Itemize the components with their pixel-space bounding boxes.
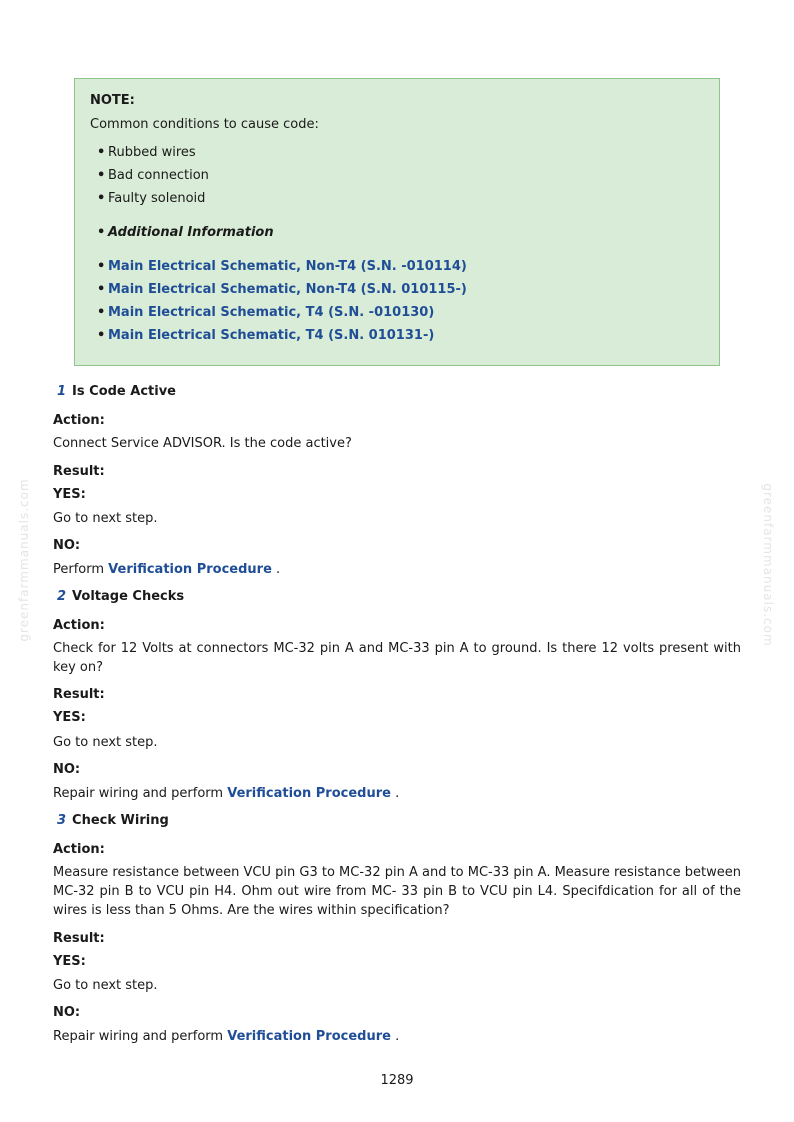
action-text: Measure resistance between VCU pin G3 to MC-32 pin A and to MC-33 pin A. Measure resistance between MC-32 pin B to VCU pin H4. Ohm out wire from MC- 33 pin B to VCU pin L4. Specifdication for all of the wires is less than 5 Ohms. Are the wires within specification? bbox=[53, 865, 741, 918]
action-text: Check for 12 Volts at connectors MC-32 pin A and MC-33 pin A to ground. Is there 12 volts present with key on? bbox=[53, 641, 741, 675]
condition-item: • Rubbed wires bbox=[97, 145, 196, 160]
no-label: NO: bbox=[53, 762, 81, 777]
no-label: NO: bbox=[53, 538, 81, 553]
no-text: Repair wiring and perform Verification Procedure . bbox=[53, 1029, 400, 1044]
note-box bbox=[74, 78, 720, 366]
condition-item: • Bad connection bbox=[97, 168, 209, 183]
result-label: Result: bbox=[53, 931, 105, 946]
step-heading: 3 Check Wiring bbox=[57, 813, 169, 828]
step-heading: 1 Is Code Active bbox=[57, 384, 176, 399]
watermark-left: greenfarmmanuals.com bbox=[17, 478, 31, 642]
page-number: 1289 bbox=[380, 1073, 414, 1088]
yes-text: Go to next step. bbox=[53, 735, 158, 750]
condition-item: • Faulty solenoid bbox=[97, 191, 206, 206]
yes-label: YES: bbox=[53, 710, 86, 725]
yes-label: YES: bbox=[53, 487, 86, 502]
schematic-link[interactable]: • Main Electrical Schematic, T4 (S.N. -010130) bbox=[97, 305, 435, 320]
bullet-icon: • bbox=[97, 225, 106, 240]
note-intro: Common conditions to cause code: bbox=[90, 117, 319, 132]
bullet-icon: • bbox=[97, 259, 106, 274]
bullet-icon: • bbox=[97, 191, 106, 206]
bullet-icon: • bbox=[97, 282, 106, 297]
yes-text: Go to next step. bbox=[53, 511, 158, 526]
bullet-icon: • bbox=[97, 145, 106, 160]
no-label: NO: bbox=[53, 1005, 81, 1020]
bullet-icon: • bbox=[97, 305, 106, 320]
schematic-link[interactable]: • Main Electrical Schematic, Non-T4 (S.N. -010114) bbox=[97, 259, 467, 274]
verification-procedure-link[interactable]: Verification Procedure bbox=[227, 1029, 391, 1044]
step-heading: 2 Voltage Checks bbox=[57, 589, 185, 604]
action-label: Action: bbox=[53, 413, 105, 428]
additional-info-heading: • Additional Information bbox=[97, 225, 274, 240]
bullet-icon: • bbox=[97, 328, 106, 343]
no-text: Repair wiring and perform Verification Procedure . bbox=[53, 786, 400, 801]
yes-label: YES: bbox=[53, 954, 86, 969]
result-label: Result: bbox=[53, 687, 105, 702]
no-text: Perform Verification Procedure . bbox=[53, 562, 281, 577]
verification-procedure-link[interactable]: Verification Procedure bbox=[108, 562, 272, 577]
bullet-icon: • bbox=[97, 168, 106, 183]
note-title: NOTE: bbox=[90, 93, 135, 108]
schematic-link[interactable]: • Main Electrical Schematic, T4 (S.N. 010131-) bbox=[97, 328, 435, 343]
action-label: Action: bbox=[53, 618, 105, 633]
schematic-link[interactable]: • Main Electrical Schematic, Non-T4 (S.N. 010115-) bbox=[97, 282, 467, 297]
watermark-right: greenfarmmanuals.com bbox=[761, 483, 775, 647]
result-label: Result: bbox=[53, 464, 105, 479]
action-label: Action: bbox=[53, 842, 105, 857]
verification-procedure-link[interactable]: Verification Procedure bbox=[227, 786, 391, 801]
action-text: Connect Service ADVISOR. Is the code active? bbox=[53, 436, 352, 451]
yes-text: Go to next step. bbox=[53, 978, 158, 993]
